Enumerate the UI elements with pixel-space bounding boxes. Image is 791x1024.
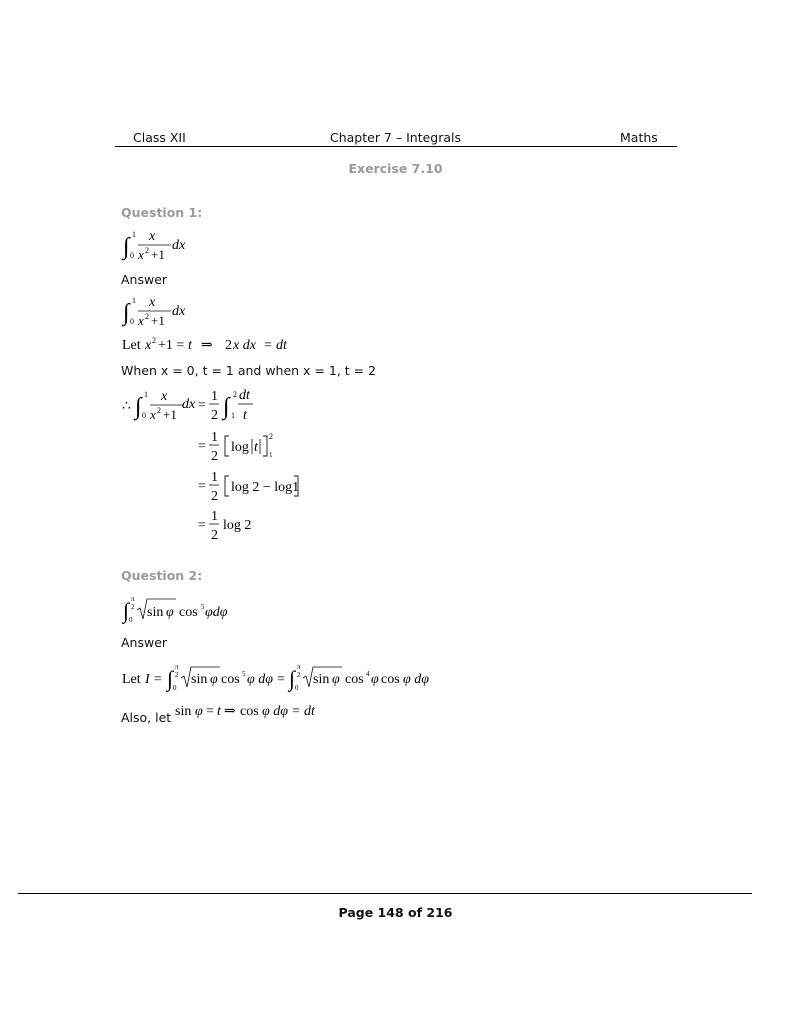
svg-text:∫: ∫ — [123, 300, 130, 326]
svg-text:2: 2 — [233, 390, 237, 399]
answer-1-substitution — [121, 334, 361, 361]
svg-text:t: t — [243, 408, 247, 423]
svg-text:0: 0 — [130, 251, 134, 260]
svg-text:1: 1 — [231, 411, 235, 420]
svg-text:dx: dx — [182, 397, 196, 412]
answer-1-limits-text: When x = 0, t = 1 and when x = 1, t = 2 — [121, 363, 377, 378]
svg-text:2: 2 — [269, 432, 273, 441]
question-1-label: Question 1: — [121, 205, 203, 220]
svg-text:x: x — [138, 247, 144, 262]
question-1-integral — [121, 226, 201, 271]
svg-text:=: = — [198, 439, 206, 454]
question-2-integral — [121, 592, 241, 633]
svg-text:dt: dt — [304, 704, 315, 719]
svg-text:2: 2 — [152, 336, 156, 345]
svg-text:⇒: ⇒ — [201, 338, 213, 353]
svg-text:0: 0 — [130, 317, 134, 326]
svg-text:4: 4 — [366, 670, 370, 678]
svg-text:2: 2 — [211, 408, 218, 423]
svg-text:+1: +1 — [151, 247, 165, 262]
svg-text:+1 =: +1 = — [158, 338, 185, 353]
svg-text:t: t — [188, 338, 192, 353]
svg-text:φ dφ: φ dφ — [403, 672, 429, 687]
svg-text:∫: ∫ — [289, 666, 296, 691]
svg-text:π: π — [175, 663, 179, 671]
answer-1-integral — [121, 292, 201, 337]
svg-text:dt: dt — [239, 388, 250, 403]
answer-2-let-i — [121, 660, 431, 701]
svg-text:Let: Let — [122, 338, 141, 353]
svg-text:∫: ∫ — [167, 666, 174, 691]
svg-text:cos: cos — [381, 672, 400, 687]
header-class: Class XII — [133, 130, 186, 145]
svg-text:φ: φ — [166, 605, 174, 620]
svg-text:+1: +1 — [151, 313, 165, 328]
svg-text:5: 5 — [201, 603, 205, 611]
answer-1-step-4 — [192, 505, 292, 550]
svg-text:0: 0 — [129, 616, 133, 624]
svg-text:=: = — [292, 704, 300, 719]
footer-divider — [18, 893, 752, 894]
svg-text:x: x — [149, 295, 156, 310]
svg-text:=: = — [206, 704, 214, 719]
answer-1-label: Answer — [121, 272, 168, 287]
answer-2-also-let: Also, let — [121, 710, 172, 725]
svg-text:dt: dt — [276, 338, 287, 353]
svg-text:φ dφ: φ dφ — [262, 704, 288, 719]
svg-text:2: 2 — [211, 528, 218, 543]
svg-text:log 2 − log1: log 2 − log1 — [231, 480, 300, 495]
svg-text:2: 2 — [131, 603, 135, 611]
svg-text:0: 0 — [295, 684, 299, 692]
svg-text:log 2: log 2 — [223, 518, 252, 533]
answer-2-label: Answer — [121, 635, 168, 650]
svg-text:∫: ∫ — [123, 234, 130, 260]
svg-text:1: 1 — [211, 389, 218, 404]
svg-text:2: 2 — [211, 489, 218, 504]
svg-text:0: 0 — [142, 411, 146, 420]
svg-text:1: 1 — [132, 230, 136, 239]
exercise-title: Exercise 7.10 — [348, 161, 443, 176]
answer-2-substitution — [174, 700, 324, 727]
svg-text:2: 2 — [157, 406, 161, 415]
svg-text:cos: cos — [179, 605, 198, 620]
svg-text:∫: ∫ — [135, 394, 142, 420]
svg-text:=: = — [264, 338, 272, 353]
svg-text:⇒: ⇒ — [224, 704, 236, 719]
svg-text:cos: cos — [345, 672, 364, 687]
svg-text:φdφ: φdφ — [205, 605, 228, 620]
svg-text:φ dφ: φ dφ — [247, 672, 273, 687]
svg-text:=: = — [198, 398, 206, 413]
svg-text:2: 2 — [297, 671, 301, 679]
svg-text:π: π — [131, 595, 135, 603]
svg-text:2: 2 — [175, 671, 179, 679]
header-divider — [115, 146, 677, 147]
svg-text:x: x — [161, 389, 168, 404]
svg-text:π: π — [297, 663, 301, 671]
svg-text:dx: dx — [172, 238, 186, 253]
svg-text:1: 1 — [269, 451, 273, 459]
svg-text:2: 2 — [211, 449, 218, 464]
svg-text:∫: ∫ — [123, 598, 130, 623]
svg-text:2: 2 — [145, 246, 149, 255]
svg-text:∫: ∫ — [223, 394, 230, 420]
svg-text:x: x — [149, 229, 156, 244]
svg-text:x: x — [145, 338, 152, 353]
svg-text:1: 1 — [211, 430, 218, 445]
svg-text:φ: φ — [332, 672, 340, 687]
svg-text:sin: sin — [147, 605, 164, 620]
svg-text:cos: cos — [221, 672, 240, 687]
svg-text:sin: sin — [175, 704, 192, 719]
svg-text:sin: sin — [191, 672, 208, 687]
svg-text:+1: +1 — [163, 407, 177, 422]
svg-text:∴: ∴ — [122, 399, 131, 414]
svg-text:φ: φ — [371, 672, 379, 687]
svg-text:2: 2 — [145, 312, 149, 321]
answer-1-step-2 — [192, 426, 292, 471]
svg-text:1: 1 — [144, 390, 148, 399]
svg-text:=: = — [198, 518, 206, 533]
svg-text:x: x — [138, 313, 144, 328]
svg-text:x dx: x dx — [233, 338, 256, 353]
svg-text:5: 5 — [242, 670, 246, 678]
svg-text:0: 0 — [173, 684, 177, 692]
svg-text:=: = — [277, 672, 285, 687]
svg-text:1: 1 — [211, 509, 218, 524]
svg-text:=: = — [198, 479, 206, 494]
svg-text:x: x — [150, 407, 156, 422]
header-subject: Maths — [620, 130, 658, 145]
svg-text:1: 1 — [211, 470, 218, 485]
svg-text:dx: dx — [172, 304, 186, 319]
svg-text:sin: sin — [313, 672, 330, 687]
svg-text:φ: φ — [210, 672, 218, 687]
svg-text:I: I — [145, 672, 150, 687]
svg-text:1: 1 — [132, 296, 136, 305]
page-number: Page 148 of 216 — [338, 905, 453, 920]
header-chapter: Chapter 7 – Integrals — [329, 130, 462, 145]
svg-text:2: 2 — [225, 338, 232, 353]
svg-text:=: = — [154, 672, 162, 687]
svg-text:cos: cos — [240, 704, 259, 719]
svg-text:t: t — [254, 440, 258, 455]
svg-text:φ: φ — [195, 704, 203, 719]
svg-text:t: t — [217, 704, 221, 719]
question-2-label: Question 2: — [121, 568, 203, 583]
svg-text:log: log — [231, 440, 249, 455]
svg-text:Let: Let — [122, 672, 141, 687]
